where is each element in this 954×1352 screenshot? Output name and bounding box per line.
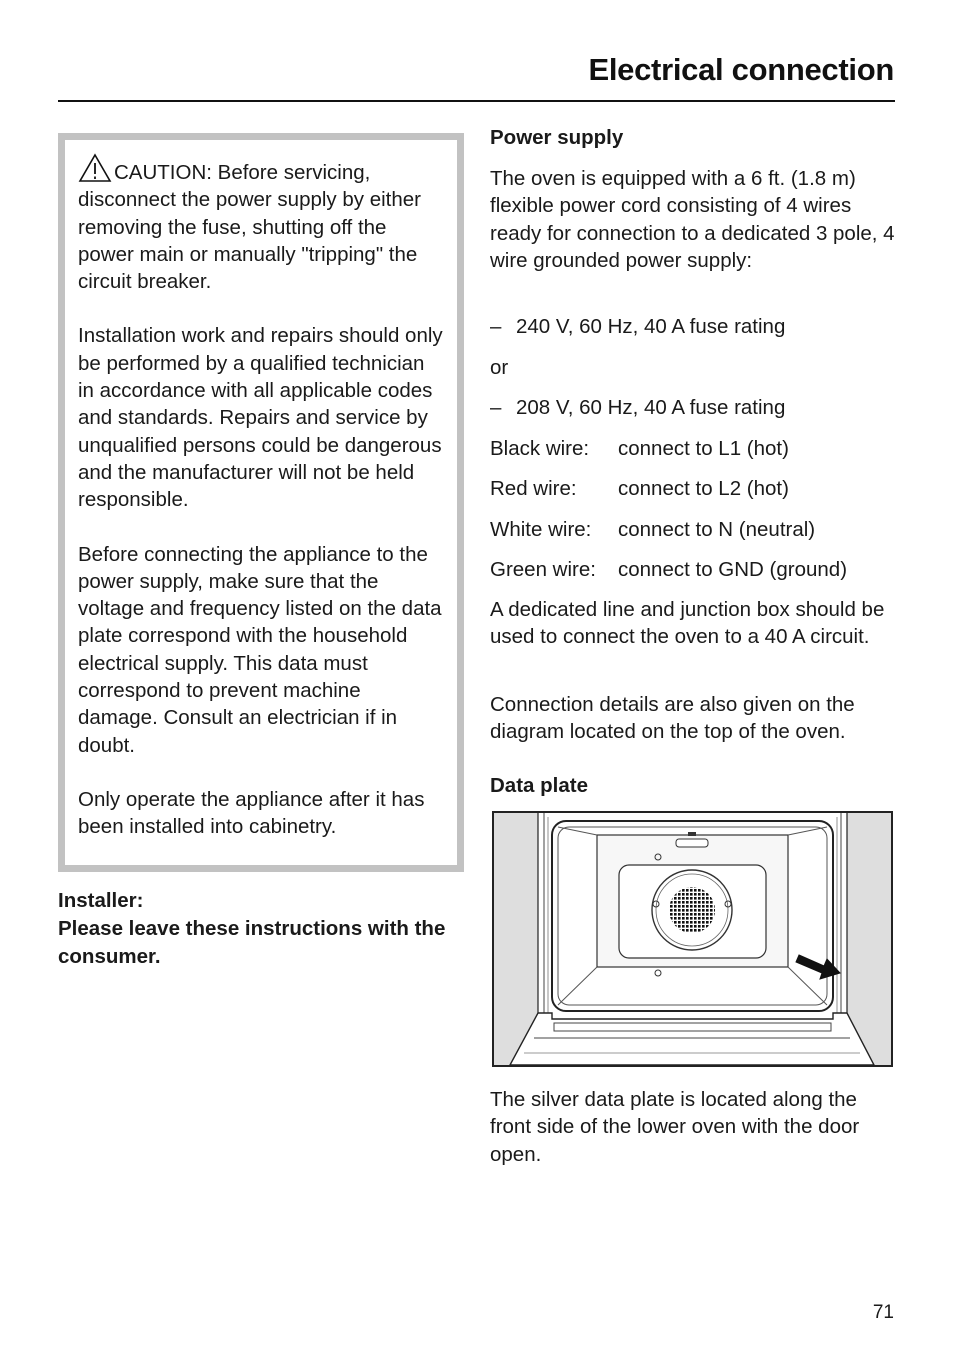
oven-drawing	[494, 813, 891, 1065]
voltage-option-2	[490, 394, 900, 421]
page-number: 71	[872, 1302, 894, 1323]
wire-row-white	[490, 516, 900, 543]
wire-label: Green wire:	[490, 558, 596, 581]
power-supply-heading: Power supply	[490, 126, 624, 149]
or-text: or	[490, 356, 509, 379]
wire-label: Red wire:	[490, 477, 577, 500]
wire-label: White wire:	[490, 518, 592, 541]
voltage-option-2-text: 208 V, 60 Hz, 40 A fuse rating	[516, 396, 786, 419]
wire-row-red	[490, 475, 900, 502]
caution-lead-text: CAUTION: Before servicing, disconnect the power supply by either removing the fuse, shutting off the power main or manually "tripping" the circuit breaker.	[78, 161, 422, 294]
installer-text: Please leave these instructions with the consumer.	[58, 917, 446, 968]
caution-paragraph-2: Installation work and repairs should only be performed by a qualified technician in accordance with all applicable codes and standards. Repairs and service by unqualified persons could be dangerous and the manufacturer will not be held responsible.	[78, 324, 443, 512]
caution-paragraph-4: Only operate the appliance after it has been installed into cabinetry.	[78, 787, 425, 839]
wire-value: connect to L2 (hot)	[618, 477, 789, 500]
wire-value: connect to L1 (hot)	[618, 437, 789, 460]
title-rule	[58, 100, 895, 102]
data-plate-caption: The silver data plate is located along the front side of the lower oven with the door open.	[490, 1088, 860, 1166]
data-plate-heading: Data plate	[490, 774, 588, 797]
installer-label: Installer:	[58, 889, 144, 912]
voltage-option-1	[490, 313, 900, 340]
dash-marker: –	[490, 396, 502, 419]
warning-triangle-icon	[78, 153, 112, 183]
wire-label: Black wire:	[490, 437, 590, 460]
oven-illustration	[492, 811, 893, 1067]
voltage-option-1-text: 240 V, 60 Hz, 40 A fuse rating	[516, 315, 786, 338]
caution-paragraph-3: Before connecting the appliance to the power supply, make sure that the voltage and frequency listed on the data plate correspond with the household electrical supply. This data must correspond to prevent machine damage. Consult an electrician if in doubt.	[78, 542, 442, 757]
installer-note	[58, 887, 468, 971]
wire-value: connect to N (neutral)	[618, 518, 816, 541]
page-title: Electrical connection	[588, 52, 894, 87]
caution-paragraph-1	[78, 153, 445, 295]
wire-value: connect to GND (ground)	[618, 558, 848, 581]
caution-box	[58, 133, 464, 872]
wire-row-black	[490, 435, 900, 462]
connection-details-paragraph: Connection details are also given on the diagram located on the top of the oven.	[490, 693, 855, 744]
power-supply-intro: The oven is equipped with a 6 ft. (1.8 m) flexible power cord consisting of 4 wires ready for connection to a dedicated 3 pole, 4 wire grounded power supply:	[490, 167, 895, 272]
wire-row-green	[490, 556, 900, 583]
junction-paragraph: A dedicated line and junction box should be used to connect the oven to a 40 A circuit.	[490, 598, 885, 649]
dash-marker: –	[490, 315, 502, 338]
